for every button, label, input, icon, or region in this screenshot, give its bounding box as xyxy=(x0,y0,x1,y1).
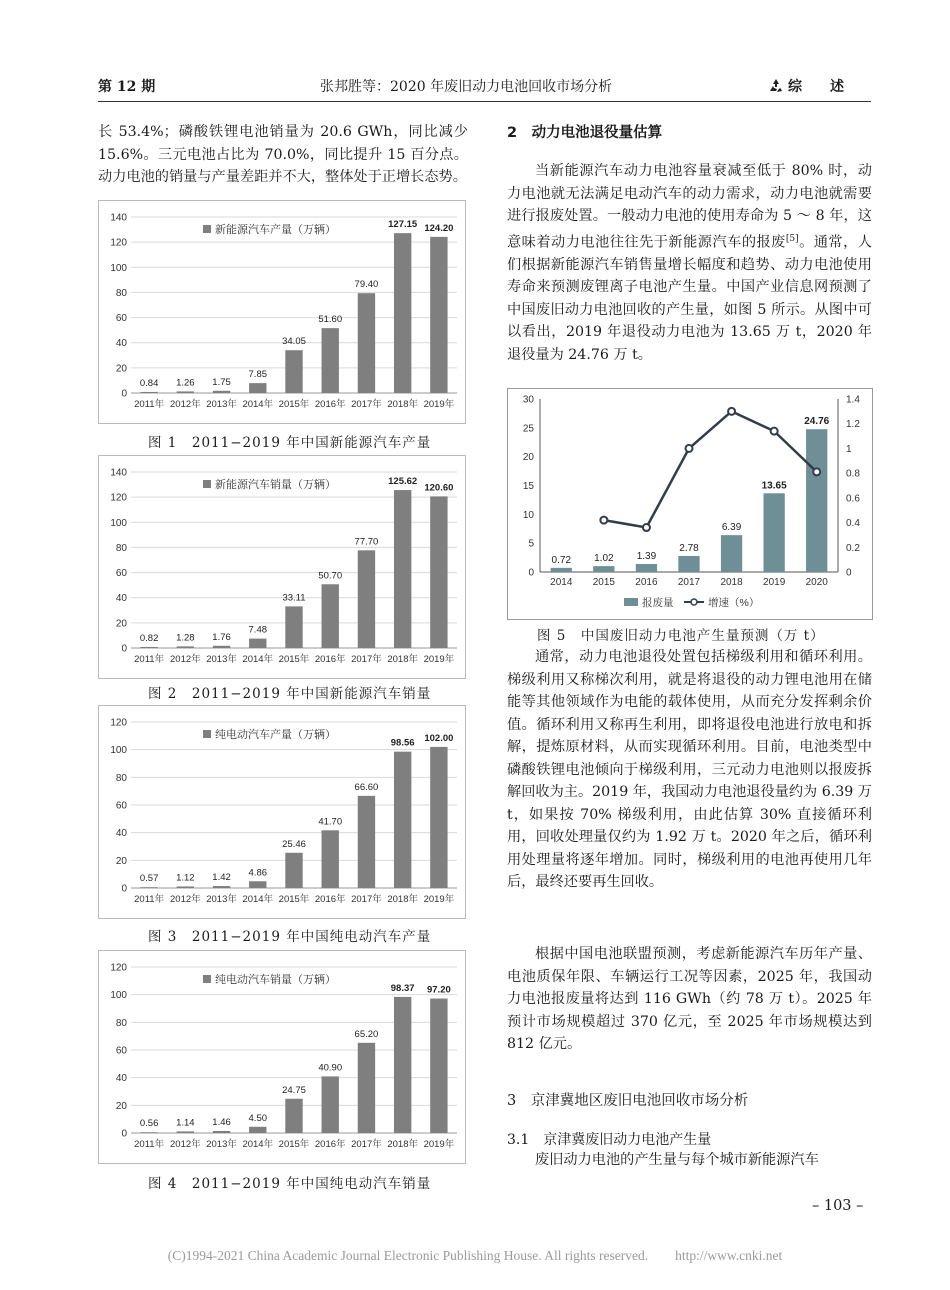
bar xyxy=(394,490,411,648)
bar xyxy=(140,647,157,648)
bar xyxy=(285,350,302,393)
data-label: 0.72 xyxy=(551,554,572,566)
chart-5 xyxy=(508,389,872,619)
data-label: 25.46 xyxy=(282,838,306,850)
data-label: 102.00 xyxy=(424,732,454,744)
section-2-heading: 2 动力电池退役量估算 xyxy=(507,125,663,141)
x-tick-label: 2015年 xyxy=(278,1139,310,1150)
data-label: 1.28 xyxy=(176,632,195,644)
bar xyxy=(285,1099,302,1133)
y-tick-label: 120 xyxy=(110,717,127,729)
data-label: 13.65 xyxy=(761,480,787,492)
x-tick-label: 2016年 xyxy=(314,399,346,410)
x-tick-label: 2014 xyxy=(550,577,573,588)
data-label: 97.20 xyxy=(426,984,451,996)
y-tick-label: 40 xyxy=(115,593,127,605)
column-label xyxy=(768,76,844,96)
figure-5-caption: 图 5 中国废旧动力电池产生量预测（万 t） xyxy=(537,628,825,644)
bar xyxy=(636,564,657,572)
x-tick-label: 2016 xyxy=(635,577,658,588)
bar xyxy=(285,606,302,648)
y-tick-label: 0 xyxy=(121,643,127,655)
legend-swatch xyxy=(203,730,211,738)
bar xyxy=(140,1132,157,1133)
bar xyxy=(213,1131,230,1133)
data-label: 127.15 xyxy=(388,219,418,231)
bar xyxy=(394,233,411,393)
y2-tick-label: 0 xyxy=(846,567,852,579)
y-tick-label: 15 xyxy=(522,481,534,492)
x-tick-label: 2011年 xyxy=(134,654,165,665)
data-label: 124.20 xyxy=(424,222,454,234)
section-3-paragraph-1: 废旧动力电池的产生量与每个城市新能源汽车 xyxy=(535,1152,819,1168)
x-tick-label: 2015 xyxy=(592,577,615,588)
data-label: 4.86 xyxy=(248,867,268,879)
x-tick-label: 2018年 xyxy=(387,654,418,665)
y-tick-label: 80 xyxy=(115,1017,127,1029)
section-3-heading: 3 京津冀地区废旧电池回收市场分析 xyxy=(507,1093,749,1109)
x-tick-label: 2015年 xyxy=(278,654,310,665)
data-label: 1.39 xyxy=(636,550,657,562)
y-tick-label: 20 xyxy=(115,363,127,375)
y-tick-label: 20 xyxy=(115,618,127,630)
y-tick-label: 5 xyxy=(528,538,534,550)
data-label: 120.60 xyxy=(424,482,454,494)
bar xyxy=(394,752,411,888)
y-tick-label: 40 xyxy=(115,1073,127,1085)
y-tick-label: 80 xyxy=(115,287,127,299)
data-label: 0.57 xyxy=(139,873,159,885)
data-label: 0.84 xyxy=(139,377,159,389)
copyright-footer: (C)1994-2021 China Academic Journal Electronic Publishing House. All rights reserved. http://www.cnki.net xyxy=(167,1248,783,1263)
legend-swatch-bar xyxy=(624,598,638,606)
y-tick-label: 120 xyxy=(110,962,127,974)
bar xyxy=(177,1131,194,1133)
data-label: 77.70 xyxy=(354,536,379,548)
y2-tick-label: 1.4 xyxy=(846,394,860,406)
chart-1 xyxy=(99,201,465,423)
growth-point xyxy=(728,408,735,415)
legend-label-line: 增速（%） xyxy=(708,597,760,609)
x-tick-label: 2018年 xyxy=(387,399,418,410)
data-label: 65.20 xyxy=(354,1028,379,1040)
x-tick-label: 2011年 xyxy=(134,1139,165,1150)
bar xyxy=(249,639,266,648)
legend-label: 纯电动汽车产量（万辆） xyxy=(215,729,336,741)
chart-3 xyxy=(99,706,465,918)
legend-swatch xyxy=(203,225,211,233)
x-tick-label: 2016年 xyxy=(314,654,346,665)
bar xyxy=(322,584,339,648)
data-label: 40.90 xyxy=(318,1062,343,1074)
x-tick-label: 2015年 xyxy=(278,399,310,410)
bar xyxy=(721,535,742,572)
x-tick-label: 2019年 xyxy=(423,894,455,905)
growth-point xyxy=(643,524,650,531)
data-label: 0.82 xyxy=(139,632,159,644)
figure-2-caption: 图 2 2011−2019 年中国新能源汽车销量 xyxy=(148,686,432,702)
x-tick-label: 2012年 xyxy=(170,894,201,905)
data-label: 2.78 xyxy=(679,542,699,554)
x-tick-label: 2013年 xyxy=(206,1139,237,1150)
bar xyxy=(285,853,302,888)
data-label: 98.56 xyxy=(390,737,415,749)
chart-1-frame xyxy=(98,200,466,424)
bar xyxy=(678,556,699,572)
x-tick-label: 2014年 xyxy=(242,399,274,410)
bar xyxy=(177,886,194,888)
data-label: 41.70 xyxy=(318,816,343,828)
bar xyxy=(140,392,157,393)
bar xyxy=(213,646,230,648)
x-tick-label: 2014年 xyxy=(242,1139,274,1150)
left-intro-paragraph: 长 53.4%；磷酸铁锂电池销量为 20.6 GWh，同比减少 15.6%。三元电池占比为 70.0%，同比提升 15 百分点。动力电池的销量与产量差距并不大，整体处于正增长态势。 xyxy=(98,124,468,185)
data-label: 125.62 xyxy=(388,476,418,488)
x-tick-label: 2020 xyxy=(805,577,828,588)
y-tick-label: 20 xyxy=(522,452,534,464)
legend-label: 新能源汽车产量（万辆） xyxy=(215,224,336,236)
x-tick-label: 2012年 xyxy=(170,399,201,410)
x-tick-label: 2011年 xyxy=(134,894,165,905)
bar xyxy=(177,391,194,393)
data-label: 1.14 xyxy=(176,1117,195,1129)
y-tick-label: 100 xyxy=(110,262,127,274)
bar xyxy=(358,293,375,393)
data-label: 33.11 xyxy=(282,592,306,604)
bar xyxy=(213,886,230,888)
y-tick-label: 20 xyxy=(115,1100,127,1112)
data-label: 24.75 xyxy=(282,1084,306,1096)
x-tick-label: 2019年 xyxy=(423,654,455,665)
y2-tick-label: 1 xyxy=(846,443,852,455)
chart-4 xyxy=(99,951,465,1163)
section-2-paragraph-1 xyxy=(507,160,872,366)
y-tick-label: 120 xyxy=(110,237,127,249)
legend-swatch xyxy=(203,480,211,488)
y-tick-label: 80 xyxy=(115,542,127,554)
data-label: 1.75 xyxy=(212,376,231,388)
bar xyxy=(430,747,447,888)
data-label: 66.60 xyxy=(354,781,379,793)
y-tick-label: 60 xyxy=(115,800,127,812)
figure-4-caption: 图 4 2011−2019 年中国纯电动汽车销量 xyxy=(148,1176,432,1192)
recycle-icon xyxy=(768,78,784,94)
data-label: 7.85 xyxy=(248,369,268,381)
y-tick-label: 0 xyxy=(121,1128,127,1140)
data-label: 50.70 xyxy=(318,570,343,582)
chart-3-frame xyxy=(98,705,466,919)
x-tick-label: 2013年 xyxy=(206,654,237,665)
bar xyxy=(358,550,375,648)
bar xyxy=(430,999,447,1133)
bar xyxy=(358,796,375,888)
citation-ref: [5] xyxy=(785,233,799,244)
x-tick-label: 2018年 xyxy=(387,1139,418,1150)
legend-label: 纯电动汽车销量（万辆） xyxy=(215,974,336,986)
y-tick-label: 100 xyxy=(110,517,127,529)
legend-label: 新能源汽车销量（万辆） xyxy=(215,479,336,491)
y-tick-label: 0 xyxy=(121,388,127,400)
data-label: 51.60 xyxy=(318,314,343,326)
bar xyxy=(249,383,266,393)
running-title: 张邦胜等：2020 年废旧动力电池回收市场分析 xyxy=(320,79,613,95)
x-tick-label: 2017 xyxy=(677,577,701,588)
x-tick-label: 2017年 xyxy=(351,894,382,905)
legend-marker-line xyxy=(691,599,697,605)
y-tick-label: 30 xyxy=(522,394,534,406)
data-label: 1.02 xyxy=(594,553,614,565)
data-label: 4.50 xyxy=(248,1112,268,1124)
bar xyxy=(322,328,339,393)
y2-tick-label: 1.2 xyxy=(846,419,860,431)
y-tick-label: 120 xyxy=(110,492,127,504)
figure-1-caption: 图 1 2011−2019 年中国新能源汽车产量 xyxy=(148,435,432,451)
y-tick-label: 80 xyxy=(115,772,127,784)
bar xyxy=(764,493,785,572)
legend-swatch xyxy=(203,975,211,983)
data-label: 1.76 xyxy=(212,631,231,643)
y-tick-label: 140 xyxy=(110,467,127,479)
x-tick-label: 2013年 xyxy=(206,894,237,905)
issue-number: 第 12 期 xyxy=(98,79,156,95)
y-tick-label: 40 xyxy=(115,828,127,840)
subsection-3-1-heading: 3.1 京津冀废旧动力电池产生量 xyxy=(507,1132,712,1148)
data-label: 7.48 xyxy=(248,624,268,636)
data-label: 79.40 xyxy=(354,279,379,291)
x-tick-label: 2012年 xyxy=(170,654,201,665)
x-tick-label: 2019年 xyxy=(423,1139,455,1150)
growth-point xyxy=(600,517,607,524)
x-tick-label: 2017年 xyxy=(351,399,382,410)
y-tick-label: 60 xyxy=(115,1045,127,1057)
data-label: 6.39 xyxy=(721,522,742,534)
data-label: 34.05 xyxy=(282,336,306,348)
data-label: 1.26 xyxy=(176,377,195,389)
x-tick-label: 2014年 xyxy=(242,894,274,905)
growth-point xyxy=(686,445,693,452)
y-tick-label: 10 xyxy=(522,509,534,521)
data-label: 1.42 xyxy=(212,872,231,884)
bar xyxy=(430,496,447,648)
y-tick-label: 25 xyxy=(522,423,534,435)
x-tick-label: 2017年 xyxy=(351,654,382,665)
bar xyxy=(322,830,339,888)
y-tick-label: 60 xyxy=(115,568,127,580)
bar xyxy=(322,1076,339,1133)
x-tick-label: 2011年 xyxy=(134,399,165,410)
data-label: 1.46 xyxy=(212,1116,231,1128)
x-tick-label: 2019年 xyxy=(423,399,455,410)
y-tick-label: 0 xyxy=(121,883,127,895)
section-2-paragraph-3: 根据中国电池联盟预测，考虑新能源汽车历年产量、电池质保年限、车辆运行工况等因素，2025 年，我国动力电池报废量将达到 116 GWh（约 78 万 t）。2025 年预计市场规模超过 370 亿元，至 2025 年市场规模达到 812 亿元。 xyxy=(507,946,872,1052)
x-tick-label: 2018年 xyxy=(387,894,418,905)
bar xyxy=(551,568,572,572)
y-tick-label: 60 xyxy=(115,313,127,325)
data-label: 1.12 xyxy=(176,872,195,884)
chart-4-frame xyxy=(98,950,466,1164)
y-tick-label: 40 xyxy=(115,338,127,350)
header-rule xyxy=(98,101,871,102)
y2-tick-label: 0.6 xyxy=(846,493,860,505)
section-2-p1-text: 当新能源汽车动力电池容量衰减至低于 80% 时，动力电池就无法满足电动汽车的动力需求，动力电池就需要进行报废处置。一般动力电池的使用寿命为 5 ～ 8 年，这意味着动力电池往往先于新能源汽车的报废 xyxy=(507,163,872,251)
bar xyxy=(249,881,266,888)
bar xyxy=(213,391,230,393)
section-2-paragraph-2: 通常，动力电池退役处置包括梯级利用和循环利用。梯级利用又称梯次利用，就是将退役的动力锂电池用在储能等其他领域作为电能的载体使用，从而充分发挥剩余价值。循环利用又称再生利用，即将退役电池进行放电和拆解，提炼原材料，从而实现循环利用。目前，电池类型中磷酸铁锂电池倾向于梯级利用，三元动力电池则以报废拆解回收为主。2019 年，我国动力电池退役量约为 6.39 万 t，如果按 70% 梯级利用，由此估算 30% 直接循环利用，回收处理量仅约为 1.92 万 t。2020 年之后，循环利用处理量将逐年增加。同时，梯级利用的电池再使用几年后，最终还要再生回收。 xyxy=(507,649,872,890)
x-tick-label: 2017年 xyxy=(351,1139,382,1150)
bar xyxy=(249,1127,266,1133)
x-tick-label: 2018 xyxy=(720,577,743,588)
bar xyxy=(394,997,411,1133)
bar xyxy=(593,566,614,572)
y-tick-label: 100 xyxy=(110,990,127,1002)
growth-point xyxy=(813,468,820,475)
bar xyxy=(140,887,157,888)
bar xyxy=(177,646,194,648)
y2-tick-label: 0.2 xyxy=(846,542,860,554)
y-tick-label: 100 xyxy=(110,745,127,757)
x-tick-label: 2016年 xyxy=(314,894,346,905)
x-tick-label: 2015年 xyxy=(278,894,310,905)
data-label: 0.56 xyxy=(139,1118,159,1130)
x-tick-label: 2016年 xyxy=(314,1139,346,1150)
x-tick-label: 2012年 xyxy=(170,1139,201,1150)
legend-label-bar: 报废量 xyxy=(642,597,674,609)
section-2-p1-rest: 。通常，人们根据新能源汽车销售量增长幅度和趋势、动力电池使用寿命来预测废锂离子电池产生量。中国产业信息网预测了中国废旧动力电池回收的产生量，如图 5 所示。从图中可以看出，2019 年退役动力电池为 13.65 万 t，2020 年退役量为 24.76 万 t。 xyxy=(507,234,872,363)
y2-tick-label: 0.4 xyxy=(846,518,860,530)
chart-5-frame xyxy=(507,388,873,620)
x-tick-label: 2019 xyxy=(763,577,786,588)
y-tick-label: 20 xyxy=(115,855,127,867)
y-tick-label: 0 xyxy=(528,567,534,579)
x-tick-label: 2014年 xyxy=(242,654,274,665)
growth-point xyxy=(771,428,778,435)
y-tick-label: 140 xyxy=(110,212,127,224)
bar xyxy=(358,1043,375,1133)
bar xyxy=(806,429,827,572)
figure-3-caption: 图 3 2011−2019 年中国纯电动汽车产量 xyxy=(148,929,432,945)
page-number: – 103 – xyxy=(812,1198,864,1214)
x-tick-label: 2013年 xyxy=(206,399,237,410)
chart-2-frame xyxy=(98,455,466,679)
bar xyxy=(430,237,447,393)
data-label: 98.37 xyxy=(390,982,415,994)
column-label-text: 综 述 xyxy=(788,79,844,95)
data-label: 24.76 xyxy=(804,416,830,428)
chart-2 xyxy=(99,456,465,678)
y2-tick-label: 0.8 xyxy=(846,468,860,480)
